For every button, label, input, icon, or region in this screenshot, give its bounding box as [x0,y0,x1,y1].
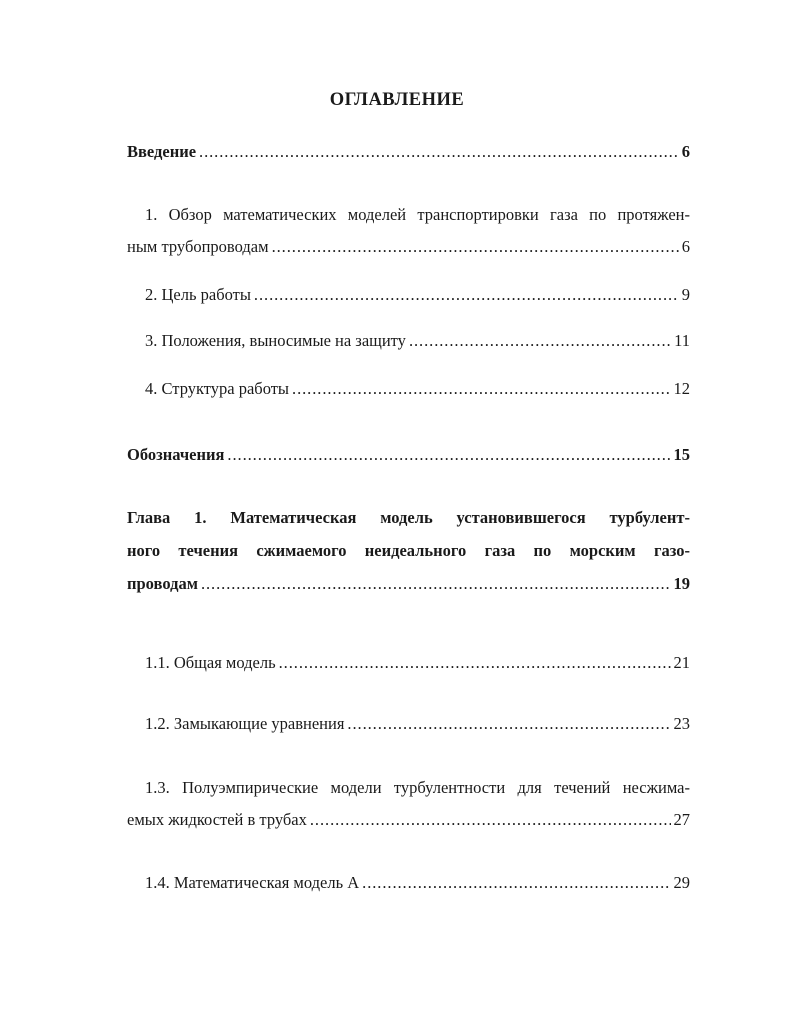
toc-page-number: 12 [673,379,690,398]
dot-leader [310,809,671,831]
toc-entry-label: проводам [127,574,198,593]
toc-entry-1[interactable] [127,236,690,258]
dot-leader [362,872,670,894]
toc-chapter-1-line1[interactable]: Глава 1. Математическая модель установившегося турбулент- [127,508,690,527]
toc-entry-label: Введение [127,142,197,161]
toc-entry-label: Обозначения [127,445,225,464]
toc-entry-label: 1.1. Общая модель [145,653,276,672]
toc-entry-label: 1.2. Замыкающие уравнения [145,714,345,733]
toc-entry-1-3[interactable] [127,809,690,831]
toc-entry-2[interactable] [145,284,690,306]
dot-leader [279,652,671,674]
toc-entry-introduction[interactable] [127,141,690,163]
toc-entry-label: 4. Структура работы [145,379,290,398]
toc-chapter-1[interactable] [127,573,690,595]
toc-entry-1-line1[interactable]: 1. Обзор математических моделей транспортировки газа по протяжен- [145,205,690,224]
toc-entry-label: емых жидкостей в трубах [127,810,307,829]
toc-entry-1-1[interactable] [145,652,690,674]
dot-leader [201,573,671,595]
toc-page-number: 6 [681,237,690,256]
toc-page-number: 21 [673,653,690,672]
toc-chapter-1-line2[interactable]: ного течения сжимаемого неидеального газа по морским газо- [127,541,690,560]
toc-page-number: 11 [674,331,690,350]
dot-leader [409,330,671,352]
toc-entry-1-3-line1[interactable]: 1.3. Полуэмпирические модели турбулентности для течений несжима- [145,778,690,797]
toc-page-number: 15 [673,445,690,464]
dot-leader [347,713,670,735]
toc-page-number: 6 [681,142,690,161]
dot-leader [199,141,679,163]
dot-leader [254,284,679,306]
dot-leader [272,236,679,258]
toc-entry-label: ным трубопроводам [127,237,269,256]
toc-entry-label: 2. Цель работы [145,285,251,304]
toc-page-number: 9 [681,285,690,304]
dot-leader [292,378,670,400]
toc-entry-1-4[interactable] [145,872,690,894]
toc-entry-notation[interactable] [127,444,690,466]
toc-entry-label: 1.4. Математическая модель А [145,873,360,892]
toc-page-number: 19 [673,574,690,593]
toc-page-number: 23 [673,714,690,733]
page-title: ОГЛАВЛЕНИЕ [329,90,465,110]
toc-page-number: 29 [673,873,690,892]
toc-page-number: 27 [673,810,690,829]
toc-entry-label: 3. Положения, выносимые на защиту [145,331,406,350]
toc-entry-3[interactable] [145,330,690,352]
dot-leader [227,444,670,466]
toc-entry-1-2[interactable] [145,713,690,735]
toc-entry-4[interactable] [145,378,690,400]
